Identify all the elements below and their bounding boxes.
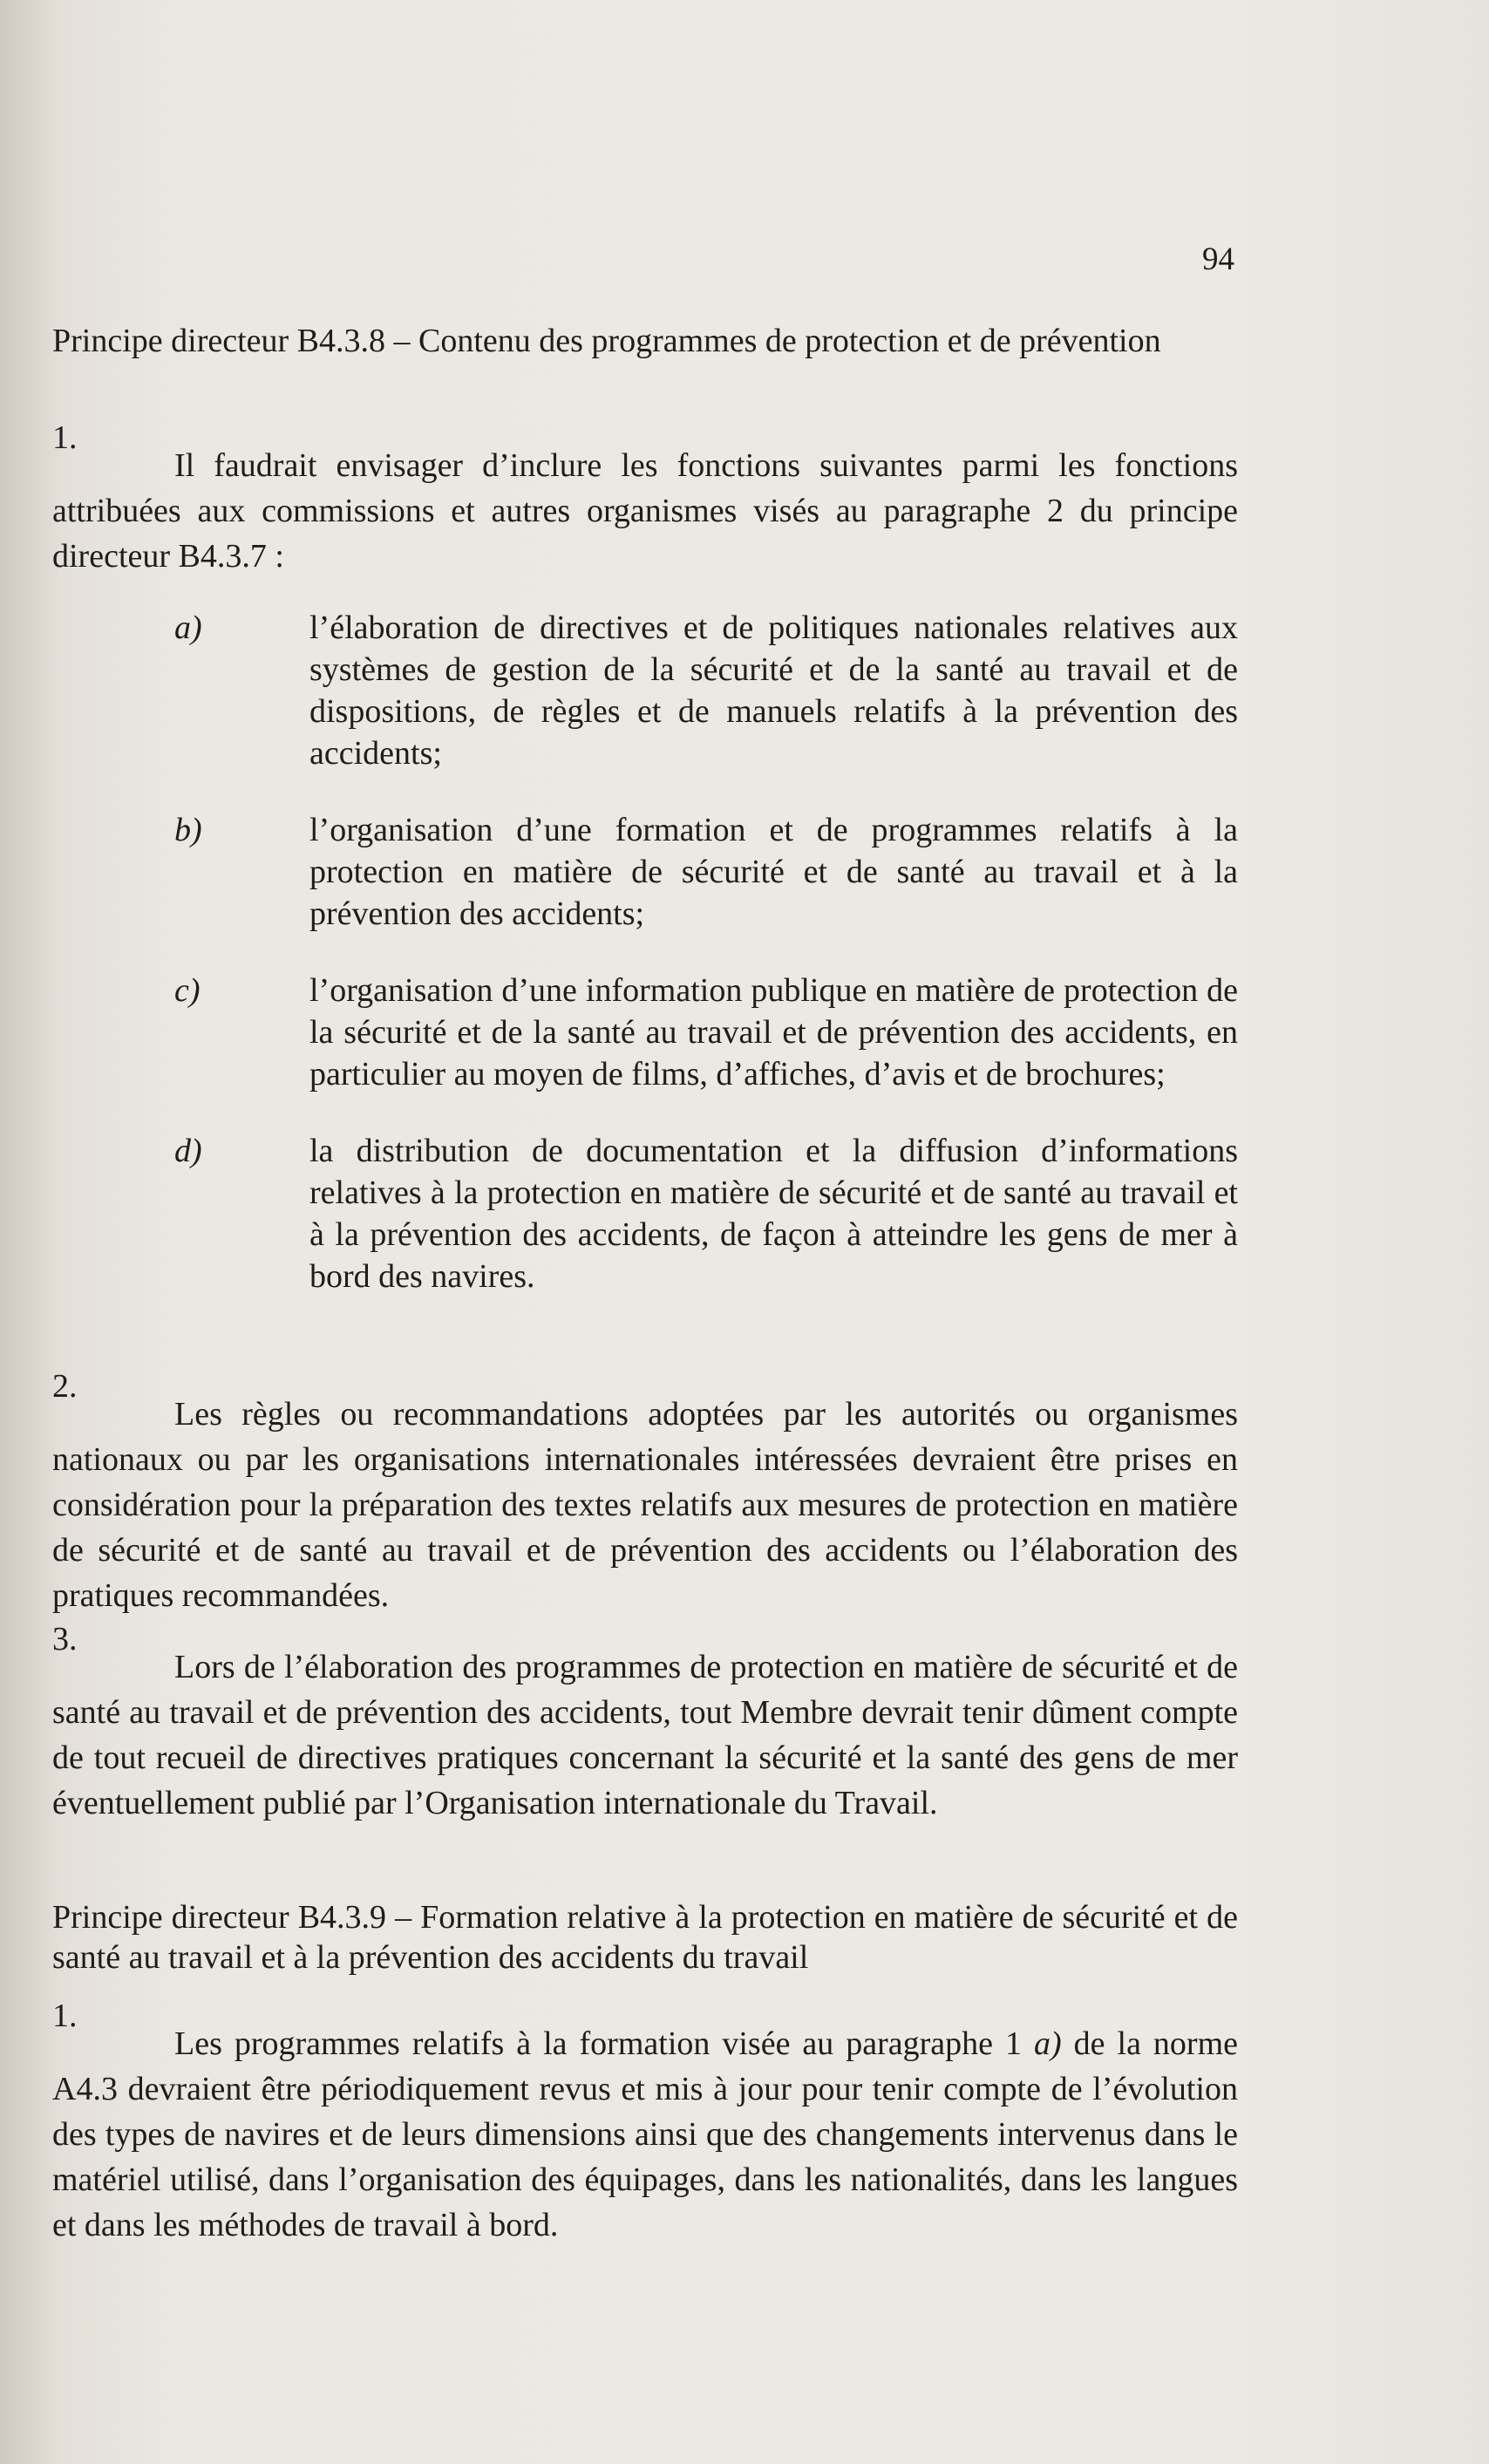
paragraph-number: 3. bbox=[52, 1621, 78, 1657]
list-item bbox=[174, 809, 1238, 935]
section-heading-b4-3-9: Principe directeur B4.3.9 – Formation relative à la protection en matière de sécurité et de santé au travail et à la prévention des accidents du travail bbox=[52, 1899, 1238, 1976]
paragraph-number: 1. bbox=[52, 419, 78, 456]
list-item-text: l’élaboration de directives et de politiques nationales relatives aux systèmes de gestion de la sécurité et de la santé au travail et de dispositions, de règles et de manuels relatifs à la prévention des accidents; bbox=[309, 609, 1238, 772]
paragraph-1 bbox=[52, 419, 1238, 579]
paragraph-text: Les règles ou recommandations adoptées par les autorités ou organismes nationaux ou par les organisations internationales intéressées devraient être prises en considération pour la préparation des textes relatifs aux mesures de protection en matière de sécurité et de santé au travail et de prévention des accidents ou l’élaboration des pratiques recommandées. bbox=[52, 1396, 1238, 1614]
list-item-label: a) bbox=[174, 609, 202, 646]
paragraph-2 bbox=[52, 1368, 1238, 1618]
list-item bbox=[174, 1130, 1238, 1297]
list-item-label: c) bbox=[174, 972, 201, 1009]
page-number: 94 bbox=[1202, 242, 1234, 277]
list-item-text: la distribution de documentation et la diffusion d’informations relatives à la protection en matière de sécurité et de santé au travail et à la prévention des accidents, de façon à atteindre les gens de mer à bord des navires. bbox=[309, 1133, 1238, 1295]
paragraph-text-part: de la norme A4.3 devraient être périodiquement revus et mis à jour pour tenir compte de l’évolution des types de navires et de leurs dimensions ainsi que des changements intervenus dans le matériel utilisé, dans l’organisation des équipages, dans les nationalités, dans les langues et dans les méthodes de travail à bord. bbox=[52, 2025, 1238, 2243]
paragraph-text: Il faudrait envisager d’inclure les fonctions suivantes parmi les fonctions attribuées aux commissions et autres organismes visés au paragraphe 2 du principe directeur B4.3.7 : bbox=[52, 447, 1238, 575]
list-item bbox=[174, 970, 1238, 1095]
list-item-text: l’organisation d’une information publique en matière de protection de la sécurité et de la santé au travail et de prévention des accidents, en particulier au moyen de films, d’affiches, d’avis et de brochures; bbox=[309, 972, 1238, 1092]
list-item bbox=[174, 607, 1238, 774]
function-list bbox=[174, 607, 1238, 1332]
paragraph-number: 2. bbox=[52, 1368, 78, 1405]
paragraph-3 bbox=[52, 1621, 1238, 1826]
list-item-label: d) bbox=[174, 1133, 202, 1169]
list-item-text: l’organisation d’une formation et de programmes relatifs à la protection en matière de sécurité et de santé au travail et à la prévention des accidents; bbox=[309, 812, 1238, 932]
section-heading-b4-3-8: Principe directeur B4.3.8 – Contenu des programmes de protection et de prévention bbox=[52, 323, 1161, 359]
paragraph-number: 1. bbox=[52, 1998, 78, 2034]
paragraph-text: Lors de l’élaboration des programmes de protection en matière de sécurité et de santé au travail et de prévention des accidents, tout Membre devrait tenir dûment compte de tout recueil de directives pratiques concernant la sécurité et la santé des gens de mer éventuellement publié par l’Organisation internationale du Travail. bbox=[52, 1649, 1238, 1821]
paragraph-reference: a) bbox=[1034, 2025, 1062, 2062]
paragraph-text-part: Les programmes relatifs à la formation visée au paragraphe 1 bbox=[174, 2025, 1035, 2062]
paragraph-training-1 bbox=[52, 1998, 1238, 2248]
list-item-label: b) bbox=[174, 812, 202, 848]
paragraph-text bbox=[52, 2021, 1238, 2248]
